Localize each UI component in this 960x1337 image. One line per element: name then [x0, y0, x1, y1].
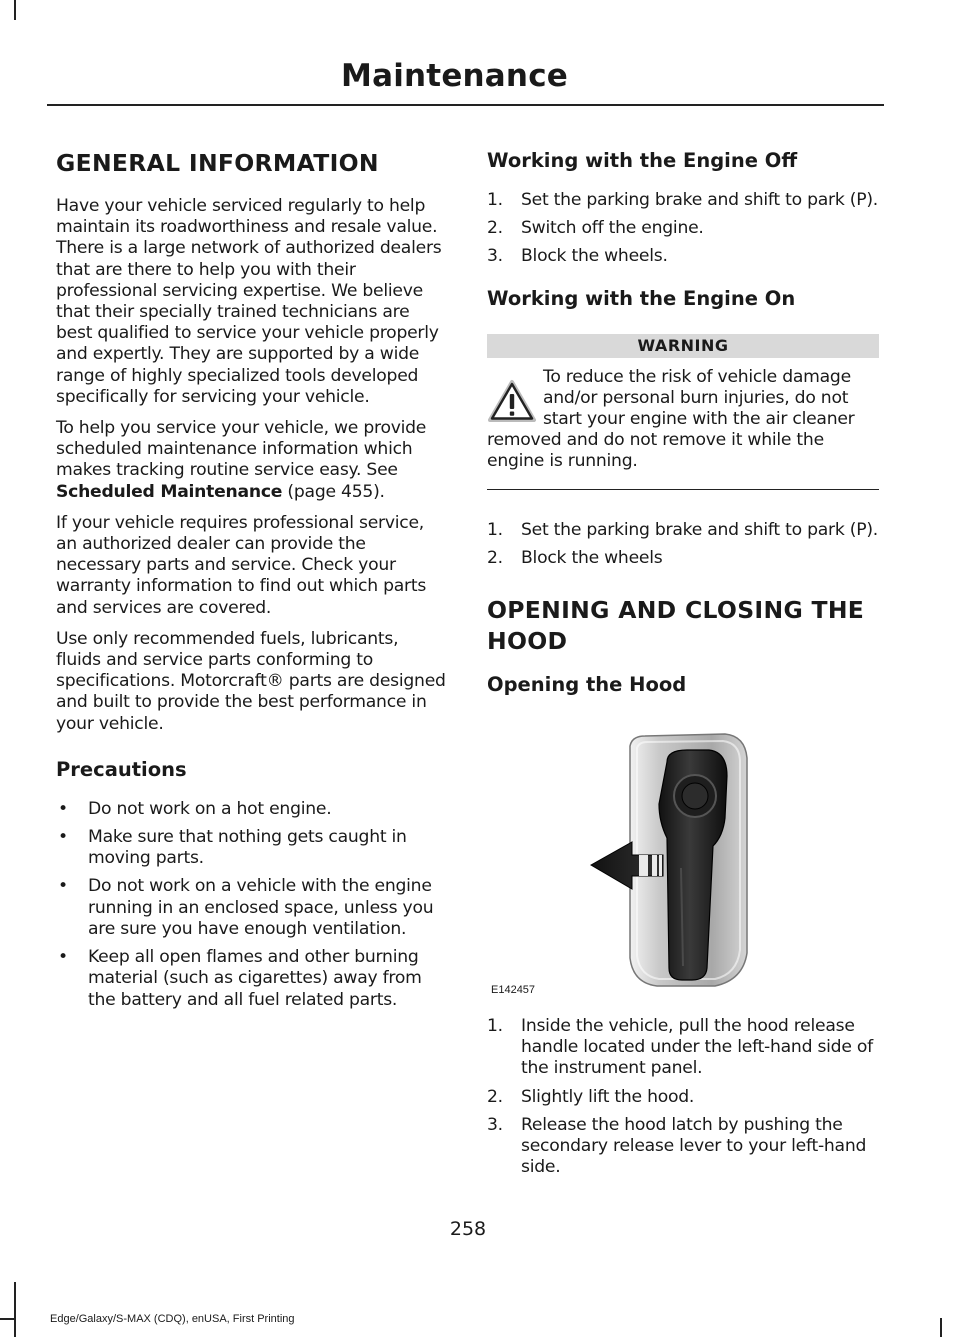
warning-box	[487, 334, 879, 490]
left-column	[56, 148, 448, 1018]
footer-edition: Edge/Galaxy/S-MAX (CDQ), enUSA, First Printing	[50, 1313, 295, 1325]
warning-body	[487, 358, 879, 490]
precautions-heading: Precautions	[56, 757, 187, 781]
list-item	[56, 827, 448, 869]
general-info-paragraph-2	[56, 418, 448, 503]
warning-rule	[487, 489, 879, 490]
step-number: 1.	[487, 1016, 503, 1037]
step-number: 1.	[487, 190, 503, 210]
hood-release-figure	[487, 718, 879, 1006]
page-number: 258	[449, 1218, 487, 1240]
header-rule	[47, 104, 884, 106]
general-information-heading: GENERAL INFORMATION	[56, 149, 379, 177]
figure-label: E142457	[491, 984, 536, 997]
step-text: Set the parking brake and shift to park (P).	[521, 519, 879, 540]
list-item	[487, 1087, 879, 1108]
page-reference: (page 455).	[282, 481, 385, 502]
engine-off-heading: Working with the Engine Off	[487, 149, 798, 172]
list-item-text: Make sure that nothing gets caught in moving parts.	[88, 827, 407, 869]
right-column	[487, 148, 879, 1190]
bullet-icon: •	[58, 827, 68, 848]
step-number: 1.	[487, 519, 503, 540]
step-number: 3.	[487, 1114, 503, 1135]
engine-off-steps	[487, 190, 879, 268]
list-item	[487, 246, 879, 267]
page-header-title: Maintenance	[341, 58, 568, 94]
warning-title: WARNING	[487, 334, 879, 358]
crop-mark-top-left-v	[14, 0, 16, 20]
bullet-icon: •	[58, 876, 68, 897]
list-item-text: Keep all open flames and other burning material (such as cigarettes) away from the battery and all fuel related parts.	[88, 947, 422, 1010]
step-text: Slightly lift the hood.	[521, 1086, 695, 1107]
step-number: 2.	[487, 218, 503, 239]
step-text: Set the parking brake and shift to park (P).	[521, 190, 879, 210]
list-item	[56, 876, 448, 940]
general-info-paragraph-1: Have your vehicle serviced regularly to help maintain its roadworthiness and resale value. There is a large network of authorized dealers that are there to help you with their professional servicing expertise. We believe that their specially trained technicians are best qualified to service your vehicle properly and expertly. They are supported by a wide range of highly specialized tools developed specifically for servicing your vehicle.	[56, 196, 442, 407]
step-text: Block the wheels	[521, 547, 663, 568]
list-item-text: Do not work on a vehicle with the engine running in an enclosed space, unless you are sure you have enough ventilation.	[88, 876, 434, 939]
bullet-icon: •	[58, 947, 68, 968]
hood-heading: OPENING AND CLOSING THE HOOD	[487, 596, 865, 656]
scheduled-maintenance-link[interactable]: Scheduled Maintenance	[56, 481, 283, 502]
step-text: Switch off the engine.	[521, 218, 704, 239]
bullet-icon: •	[58, 798, 68, 819]
list-item	[56, 947, 448, 1011]
crop-mark-bottom-left-h	[0, 1318, 14, 1320]
engine-on-steps	[487, 520, 879, 569]
step-number: 2.	[487, 1086, 503, 1107]
list-item	[487, 548, 879, 569]
opening-hood-heading: Opening the Hood	[487, 673, 687, 697]
hood-release-handle-illustration	[487, 718, 879, 1006]
list-item	[487, 218, 879, 239]
list-item	[487, 520, 879, 541]
list-item-text: Do not work on a hot engine.	[88, 798, 332, 819]
warning-triangle-icon	[487, 379, 537, 423]
crop-mark-bottom-left-v	[14, 1282, 16, 1337]
list-item	[56, 799, 448, 820]
step-number: 2.	[487, 547, 503, 568]
general-info-paragraph-4: Use only recommended fuels, lubricants, fluids and service parts conforming to specifications. Motorcraft® parts are designed and built to provide the best performance in your vehicle.	[56, 628, 446, 734]
general-info-paragraph-3: If your vehicle requires professional service, an authorized dealer can provide the necessary parts and service. Check your warranty information to find out which parts and services are covered.	[56, 512, 427, 618]
list-item	[487, 190, 879, 211]
warning-text: To reduce the risk of vehicle damage and/or personal burn injuries, do not start your engine with the air cleaner removed and do not remove it while the engine is running.	[487, 366, 855, 472]
paragraph-2-text: To help you service your vehicle, we provide scheduled maintenance information which makes tracking routine service easy. See	[56, 418, 427, 481]
crop-mark-bottom-right-v	[940, 1318, 942, 1337]
step-text: Block the wheels.	[521, 246, 668, 267]
engine-on-heading: Working with the Engine On	[487, 286, 796, 310]
step-number: 3.	[487, 246, 503, 267]
hood-opening-steps	[487, 1016, 879, 1178]
step-text: Release the hood latch by pushing the secondary release lever to your left-hand side.	[521, 1114, 867, 1178]
step-text: Inside the vehicle, pull the hood release handle located under the left-hand side of the instrument panel.	[521, 1016, 873, 1079]
list-item	[487, 1016, 879, 1080]
list-item	[487, 1115, 879, 1179]
precautions-list	[56, 799, 448, 1011]
